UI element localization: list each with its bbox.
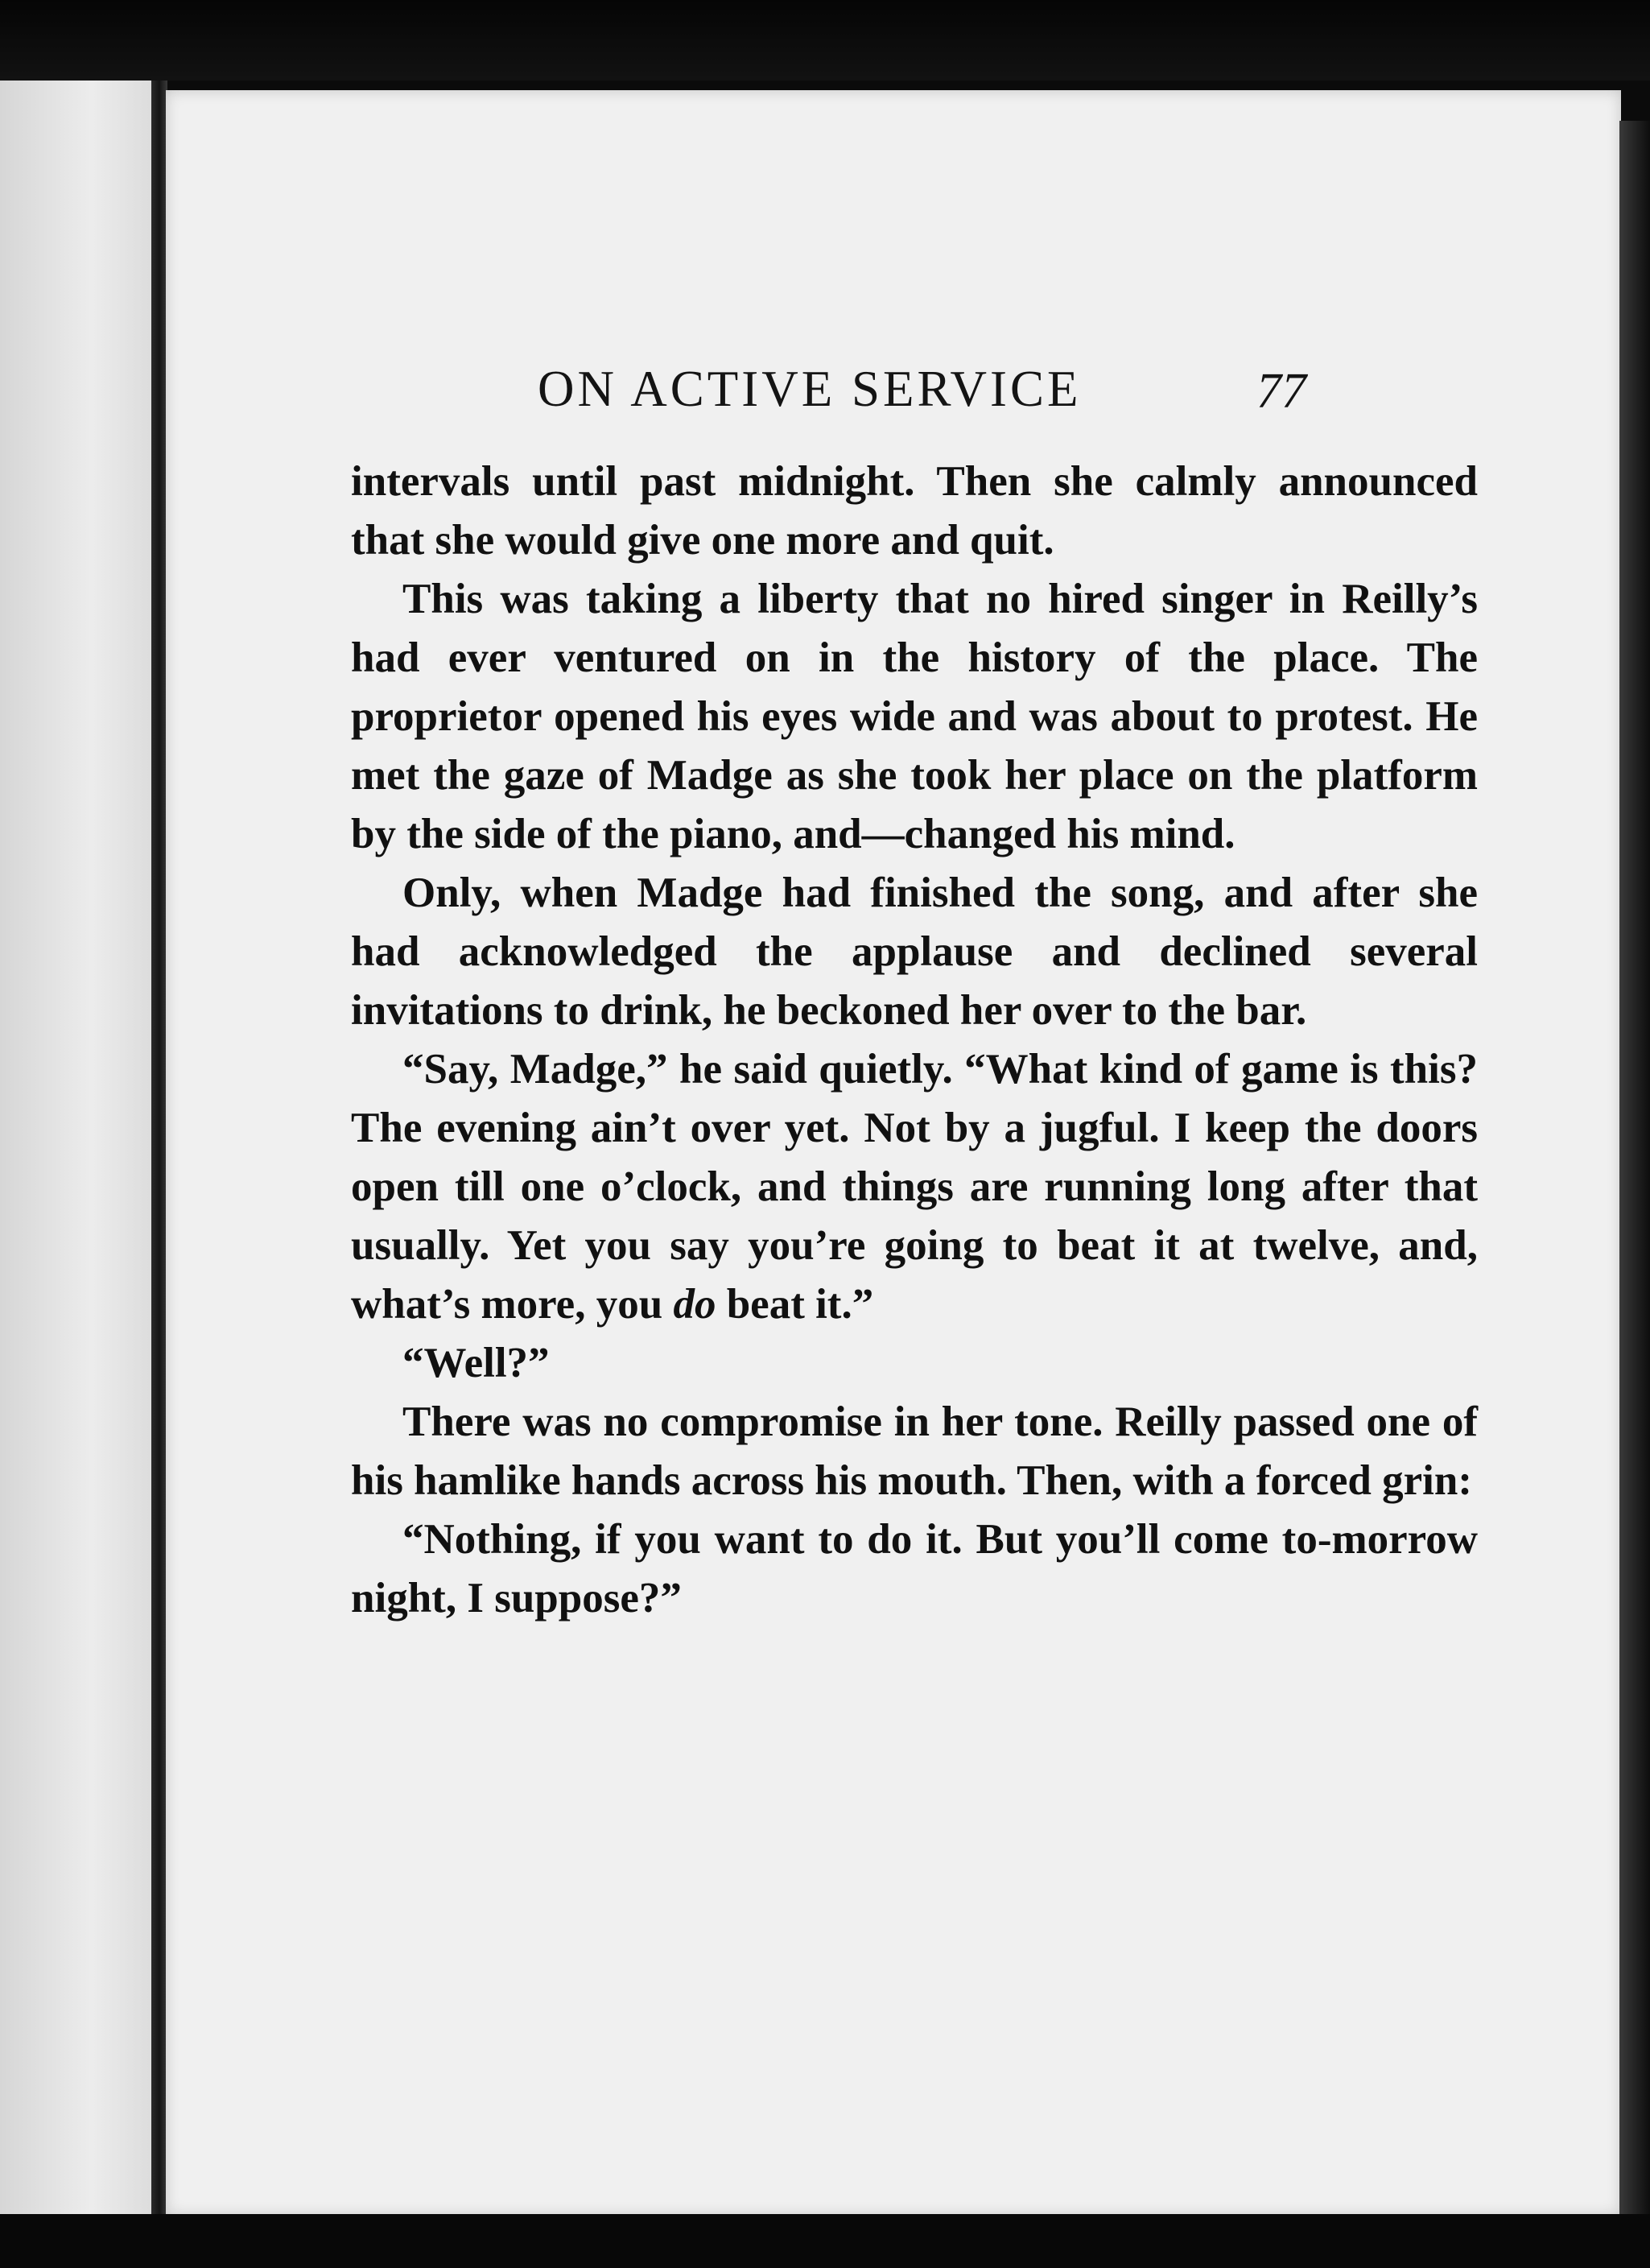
paragraph-4: “Say, Madge,” he said quietly. “What kind of game is this? The evening ain’t over yet. Not by a jugful. I keep the doors open till one o’clock, and things are running long after that usually. Yet you say you’re going to beat it at twelve, and, what’s more, you do beat it.” — [351, 1046, 1478, 1328]
book-gutter — [151, 81, 167, 2214]
page-right-edge — [1619, 121, 1650, 2214]
paragraph-5: “Well?” — [402, 1340, 550, 1386]
paragraph-6: There was no compromise in her tone. Reilly passed one of his hamlike hands across his mouth. Then, with a forced grin: — [351, 1398, 1478, 1504]
book-page — [166, 90, 1621, 2216]
page-number: 77 — [1256, 364, 1306, 419]
paragraph-2: This was taking a liberty that no hired singer in Reilly’s had ever ventured on in the history of the place. The proprietor opened his eyes wide and was about to protest. He met the gaze of Madge as she took her place on the platform by the side of the piano, and—changed his mind. — [351, 576, 1478, 857]
scan-bottom-border — [0, 2214, 1650, 2268]
paragraph-7: “Nothing, if you want to do it. But you’ll come to-morrow night, I suppose?” — [351, 1516, 1478, 1621]
scan-top-border — [0, 0, 1650, 81]
paragraph-1: intervals until past midnight. Then she calmly announced that she would give one more and quit. — [351, 458, 1478, 564]
running-title: ON ACTIVE SERVICE — [538, 361, 1082, 417]
page-header — [166, 360, 1621, 424]
emphasis-do: do — [673, 1281, 716, 1328]
body-text — [351, 452, 1478, 1628]
paragraph-3: Only, when Madge had finished the song, and after she had acknowledged the applause and declined several invitations to drink, he beckoned her over to the bar. — [351, 870, 1478, 1034]
facing-page-edge — [0, 81, 153, 2214]
